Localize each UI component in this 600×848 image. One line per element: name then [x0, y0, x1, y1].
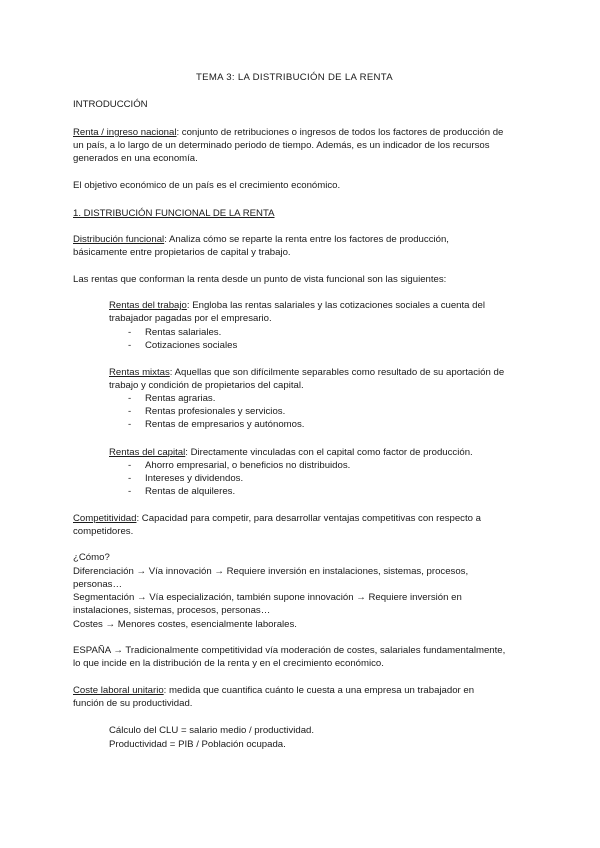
renta-term: Renta / ingreso nacional [73, 127, 177, 138]
bullet-dash: - [128, 486, 132, 497]
competitividad-line2: competidores. [73, 526, 134, 537]
coste-laboral-line1: Coste laboral unitario: medida que cuantifica cuánto le cuesta a una empresa un trabajador en [73, 685, 475, 696]
rentas-capital-line1: Rentas del capital: Directamente vinculadas con el capital como factor de producción. [109, 447, 473, 458]
list-item: Ahorro empresarial, o beneficios no distribuidos. [145, 460, 351, 471]
rentas-trabajo-line2: trabajador pagadas por el empresario. [109, 313, 272, 324]
como-question: ¿Cómo? [73, 552, 110, 563]
competitividad-term: Competitividad [73, 513, 137, 524]
formula-productividad: Productividad = PIB / Población ocupada. [109, 739, 286, 750]
dist-funcional-line1: Distribución funcional: Analiza cómo se reparte la renta entre los factores de producción, [73, 234, 449, 245]
competitividad-line1: Competitividad: Capacidad para competir, para desarrollar ventajas competitivas con respecto a [73, 513, 481, 524]
page-title: TEMA 3: LA DISTRIBUCIÓN DE LA RENTA [196, 72, 393, 83]
bullet-dash: - [128, 406, 132, 417]
renta-definition-line1: Renta / ingreso nacional: conjunto de retribuciones o ingresos de todos los factores de producción de [73, 127, 504, 138]
list-item: Rentas agrarias. [145, 393, 216, 404]
objetivo-paragraph: El objetivo económico de un país es el crecimiento económico. [73, 180, 341, 191]
rentas-capital-term: Rentas del capital [109, 447, 186, 458]
espana-line1: ESPAÑA → Tradicionalmente competitividad vía moderación de costes, salariales fundamentalmente, [73, 645, 506, 656]
como-line5: Costes → Menores costes, esencialmente laborales. [73, 619, 297, 630]
dist-funcional-term: Distribución funcional [73, 234, 165, 245]
como-line3: Segmentación → Vía especialización, también supone innovación → Requiere inversión en [73, 592, 462, 603]
formula-clu: Cálculo del CLU = salario medio / productividad. [109, 725, 315, 736]
como-line1: Diferenciación → Vía innovación → Requiere inversión en instalaciones, sistemas, procesos, [73, 566, 469, 577]
rentas-mixtas-term: Rentas mixtas [109, 367, 170, 378]
bullet-dash: - [128, 473, 132, 484]
list-item: Cotizaciones sociales [145, 340, 238, 351]
rentas-trabajo-term: Rentas del trabajo [109, 300, 187, 311]
renta-definition-line3: generados en una economía. [73, 153, 198, 164]
list-item: Rentas profesionales y servicios. [145, 406, 286, 417]
espana-line2: lo que incide en la distribución de la renta y en el crecimiento económico. [73, 658, 384, 669]
renta-definition-line2: un país, a lo largo de un determinado periodo de tiempo. Además, es un indicador de los recursos [73, 140, 490, 151]
como-line4: instalaciones, sistemas, procesos, personas… [73, 605, 271, 616]
list-item: Rentas de alquileres. [145, 486, 236, 497]
intro-heading: INTRODUCCIÓN [73, 99, 148, 110]
como-line2: personas… [73, 579, 123, 590]
list-item: Intereses y dividendos. [145, 473, 244, 484]
coste-laboral-term: Coste laboral unitario [73, 685, 164, 696]
list-item: Rentas de empresarios y autónomos. [145, 419, 305, 430]
section1-heading: 1. DISTRIBUCIÓN FUNCIONAL DE LA RENTA [73, 208, 275, 219]
rentas-intro: Las rentas que conforman la renta desde un punto de vista funcional son las siguientes: [73, 274, 447, 285]
bullet-dash: - [128, 460, 132, 471]
bullet-dash: - [128, 393, 132, 404]
dist-funcional-line2: básicamente entre propietarios de capital y trabajo. [73, 247, 291, 258]
list-item: Rentas salariales. [145, 327, 222, 338]
bullet-dash: - [128, 327, 132, 338]
rentas-trabajo-line1: Rentas del trabajo: Engloba las rentas salariales y las cotizaciones sociales a cuenta del [109, 300, 485, 311]
bullet-dash: - [128, 419, 132, 430]
bullet-dash: - [128, 340, 132, 351]
rentas-mixtas-line1: Rentas mixtas: Aquellas que son difícilmente separables como resultado de su aportación de [109, 367, 505, 378]
coste-laboral-line2: función de su productividad. [73, 698, 193, 709]
rentas-mixtas-line2: trabajo y condición de propietarios del capital. [109, 380, 304, 391]
